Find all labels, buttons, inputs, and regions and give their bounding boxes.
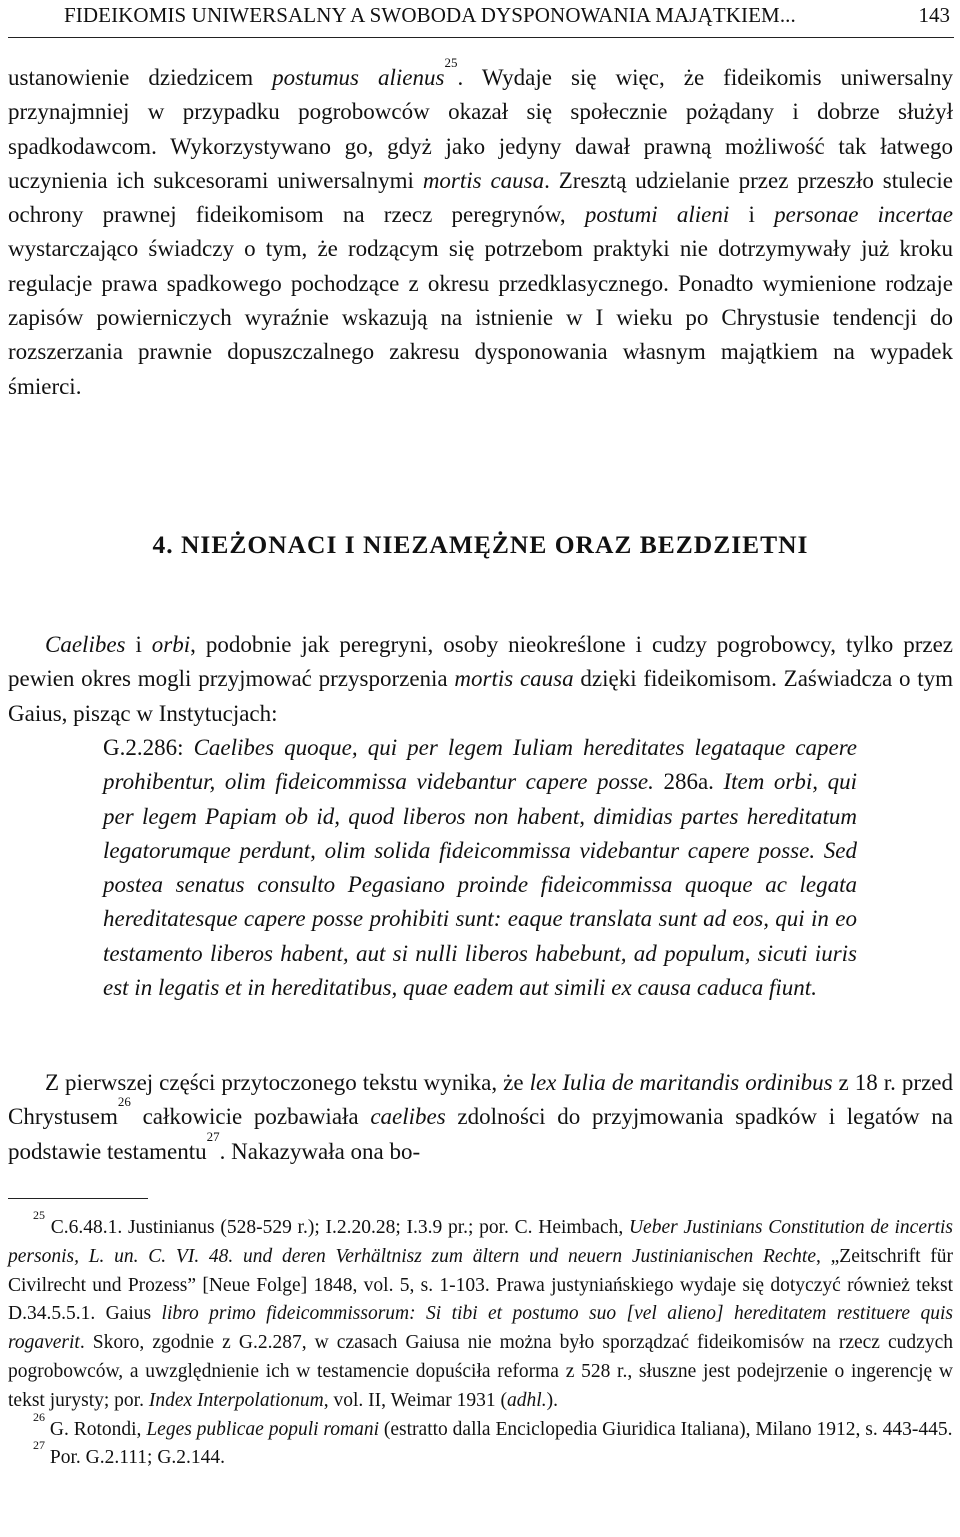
text-run: dzięki fideikomisom. Zaświadcza o tym Gaius, pisząc w Instytucjach:: [8, 666, 953, 726]
text-run: . Zresztą udzielanie przez przeszło stulecie ochrony prawnej fideikomisom na rzecz peregrynów,: [8, 167, 953, 228]
latin-quote: Item orbi, qui per legem Papiam ob id, quod liberos non habent, dimidias partes hereditatum legatorumque perdunt, olim solida fideicommissa videbantur capere posse. Sed postea senatus consulto Pegasiano proinde fideicommissa quoque ac legata hereditatesque capere posse prohibiti sunt: eaque translata sunt ad eos, qui in eo testamento liberos habent, aut si nulli liberos habebunt, ad populum, sicuti iuris est in legatis et in hereditatibus, quae eadem aut simili ex causa caduca fiunt.: [103, 769, 857, 1001]
footnote-ref-27[interactable]: 27: [206, 1128, 220, 1144]
latin-quote: libro primo fideicommissorum: Si tibi et postumo suo [vel alieno] hereditatem restituere quis rogaverit: [8, 1303, 953, 1354]
latin-term: Caelibes: [45, 632, 126, 657]
text-run: całkowicie pozbawiała: [130, 1104, 371, 1130]
text-run: zdolności do przyjmowania spadków i legatów na podstawie testamentu: [8, 1104, 954, 1164]
latin-term: personae incertae: [774, 202, 953, 228]
footnote-number: 26: [33, 1409, 45, 1424]
italic-title: Ueber Justinians Constitution de incertis personis, L. un. C. VI. 48. und deren Verhältnisz zum ältern und neuern Justinianischen Rechte: [8, 1217, 953, 1267]
latin-quote: Caelibes quoque, qui per legem Iuliam hereditates legataque capere prohibentur, olim fideicommissa videbantur capere posse.: [103, 735, 858, 795]
italic-title: Index Interpolationum: [148, 1389, 324, 1411]
section-heading: 4. NIEŻONACI I NIEZAMĘŻNE ORAZ BEZDZIETNI: [152, 530, 809, 559]
gaius-quotation: [103, 731, 857, 1005]
footnote-27: [8, 1438, 953, 1473]
italic-abbrev: adhl.: [507, 1389, 547, 1411]
text-run: wystarczająco świadczy o tym, że rodzącym się potrzebom praktyki nie dotrzymywały już kroku regulacje prawa spadkowego pochodzące z okresu przedklasycznego. Ponadto wymienione rodzaje zapisów powierniczych wyraźnie wskazują na istnienie w I wieku po Chrystusie tendencji do rozszerzania prawnie dopuszczalnego zakresu dysponowania własnym majątkiem na wypadek śmierci.: [8, 236, 953, 399]
latin-term: lex Iulia de maritandis ordinibus: [529, 1070, 833, 1095]
latin-term: postumi alieni: [584, 202, 730, 228]
text-run: ).: [546, 1389, 558, 1411]
text-run: ustanowienie dziedzicem: [8, 65, 273, 90]
paragraph-2: [8, 628, 953, 731]
footnote-25: [8, 1208, 953, 1416]
running-title: FIDEIKOMIS UNIWERSALNY A SWOBODA DYSPONOWANIA MAJĄTKIEM...: [64, 3, 796, 27]
citation-ref: G.2.286:: [103, 735, 194, 760]
text-run: . Nakazywała ona bo-: [219, 1138, 421, 1164]
header-rule: [8, 37, 954, 38]
latin-term: orbi: [151, 632, 191, 657]
text-run: , podobnie jak peregryni, osoby nieokreślone i cudzy pogrobowcy, tylko przez pewien okres mogli przyjmować przysporzenia: [8, 632, 954, 692]
text-run: , vol. II, Weimar 1931 (: [323, 1389, 508, 1411]
citation-ref: 286a.: [653, 769, 724, 795]
footnote-ref-25[interactable]: 25: [444, 55, 458, 70]
paragraph-1: [8, 55, 953, 404]
footnote-ref-26[interactable]: 26: [117, 1094, 131, 1110]
text-run: z 18 r. przed Chrystusem: [8, 1070, 953, 1130]
text-run: G. Rotondi,: [45, 1418, 147, 1440]
text-run: (estratto dalla Enciclopedia Giuridica Italiana), Milano 1912, s. 443-445.: [379, 1418, 953, 1440]
text-run: . Wydaje się więc, że fideikomis uniwersalny przynajmniej w przypadku pogrobowców okazał się społecznie pożądany i dobrze służył spadkodawcom. Wykorzystywano go, gdyż jako jedyny dawał prawną możliwość tak łatwego uczynienia ich sukcesorami uniwersalnymi: [8, 65, 953, 193]
latin-term: mortis causa: [422, 167, 545, 193]
footnote-number: 27: [33, 1438, 45, 1453]
text-run: i: [125, 632, 152, 657]
footnotes: [8, 1208, 953, 1473]
paragraph-3: [8, 1066, 953, 1169]
footnote-separator: [8, 1198, 148, 1199]
running-header: [0, 0, 960, 42]
latin-term: postumus alienus: [272, 65, 445, 90]
latin-term: mortis causa: [454, 666, 574, 692]
page-number: 143: [918, 3, 950, 27]
text-run: . Skoro, zgodnie z G.2.287, w czasach Gaiusa nie można było sporządzać fideikomisów na rzecz cudzych pogrobowców, a uwzględnienie ich w testamencie dopuściła reforma z 528 r., słuszne jest podejrzenie o ingerencję w tekst jurysty; por.: [8, 1332, 953, 1411]
footnote-26: [8, 1409, 953, 1445]
text-run: , „Zeitschrift für Civilrecht und Prozess” [Neue Folge] 1848, vol. 5, s. 1-103. Prawa justyniańskiego wydaje się dotyczyć również tekst D.34.5.5.1. Gaius: [8, 1245, 953, 1325]
text-run: i: [729, 202, 775, 228]
text-run: Z pierwszej części przytoczonego tekstu wynika, że: [45, 1070, 530, 1095]
italic-title: Leges publicae populi romani: [146, 1418, 380, 1440]
text-run: Por. G.2.111; G.2.144.: [45, 1447, 226, 1469]
latin-term: caelibes: [370, 1104, 446, 1130]
footnote-number: 25: [33, 1208, 45, 1222]
text-run: C.6.48.1. Justinianus (528-529 r.); I.2.20.28; I.3.9 pr.; por. C. Heimbach,: [45, 1217, 629, 1238]
